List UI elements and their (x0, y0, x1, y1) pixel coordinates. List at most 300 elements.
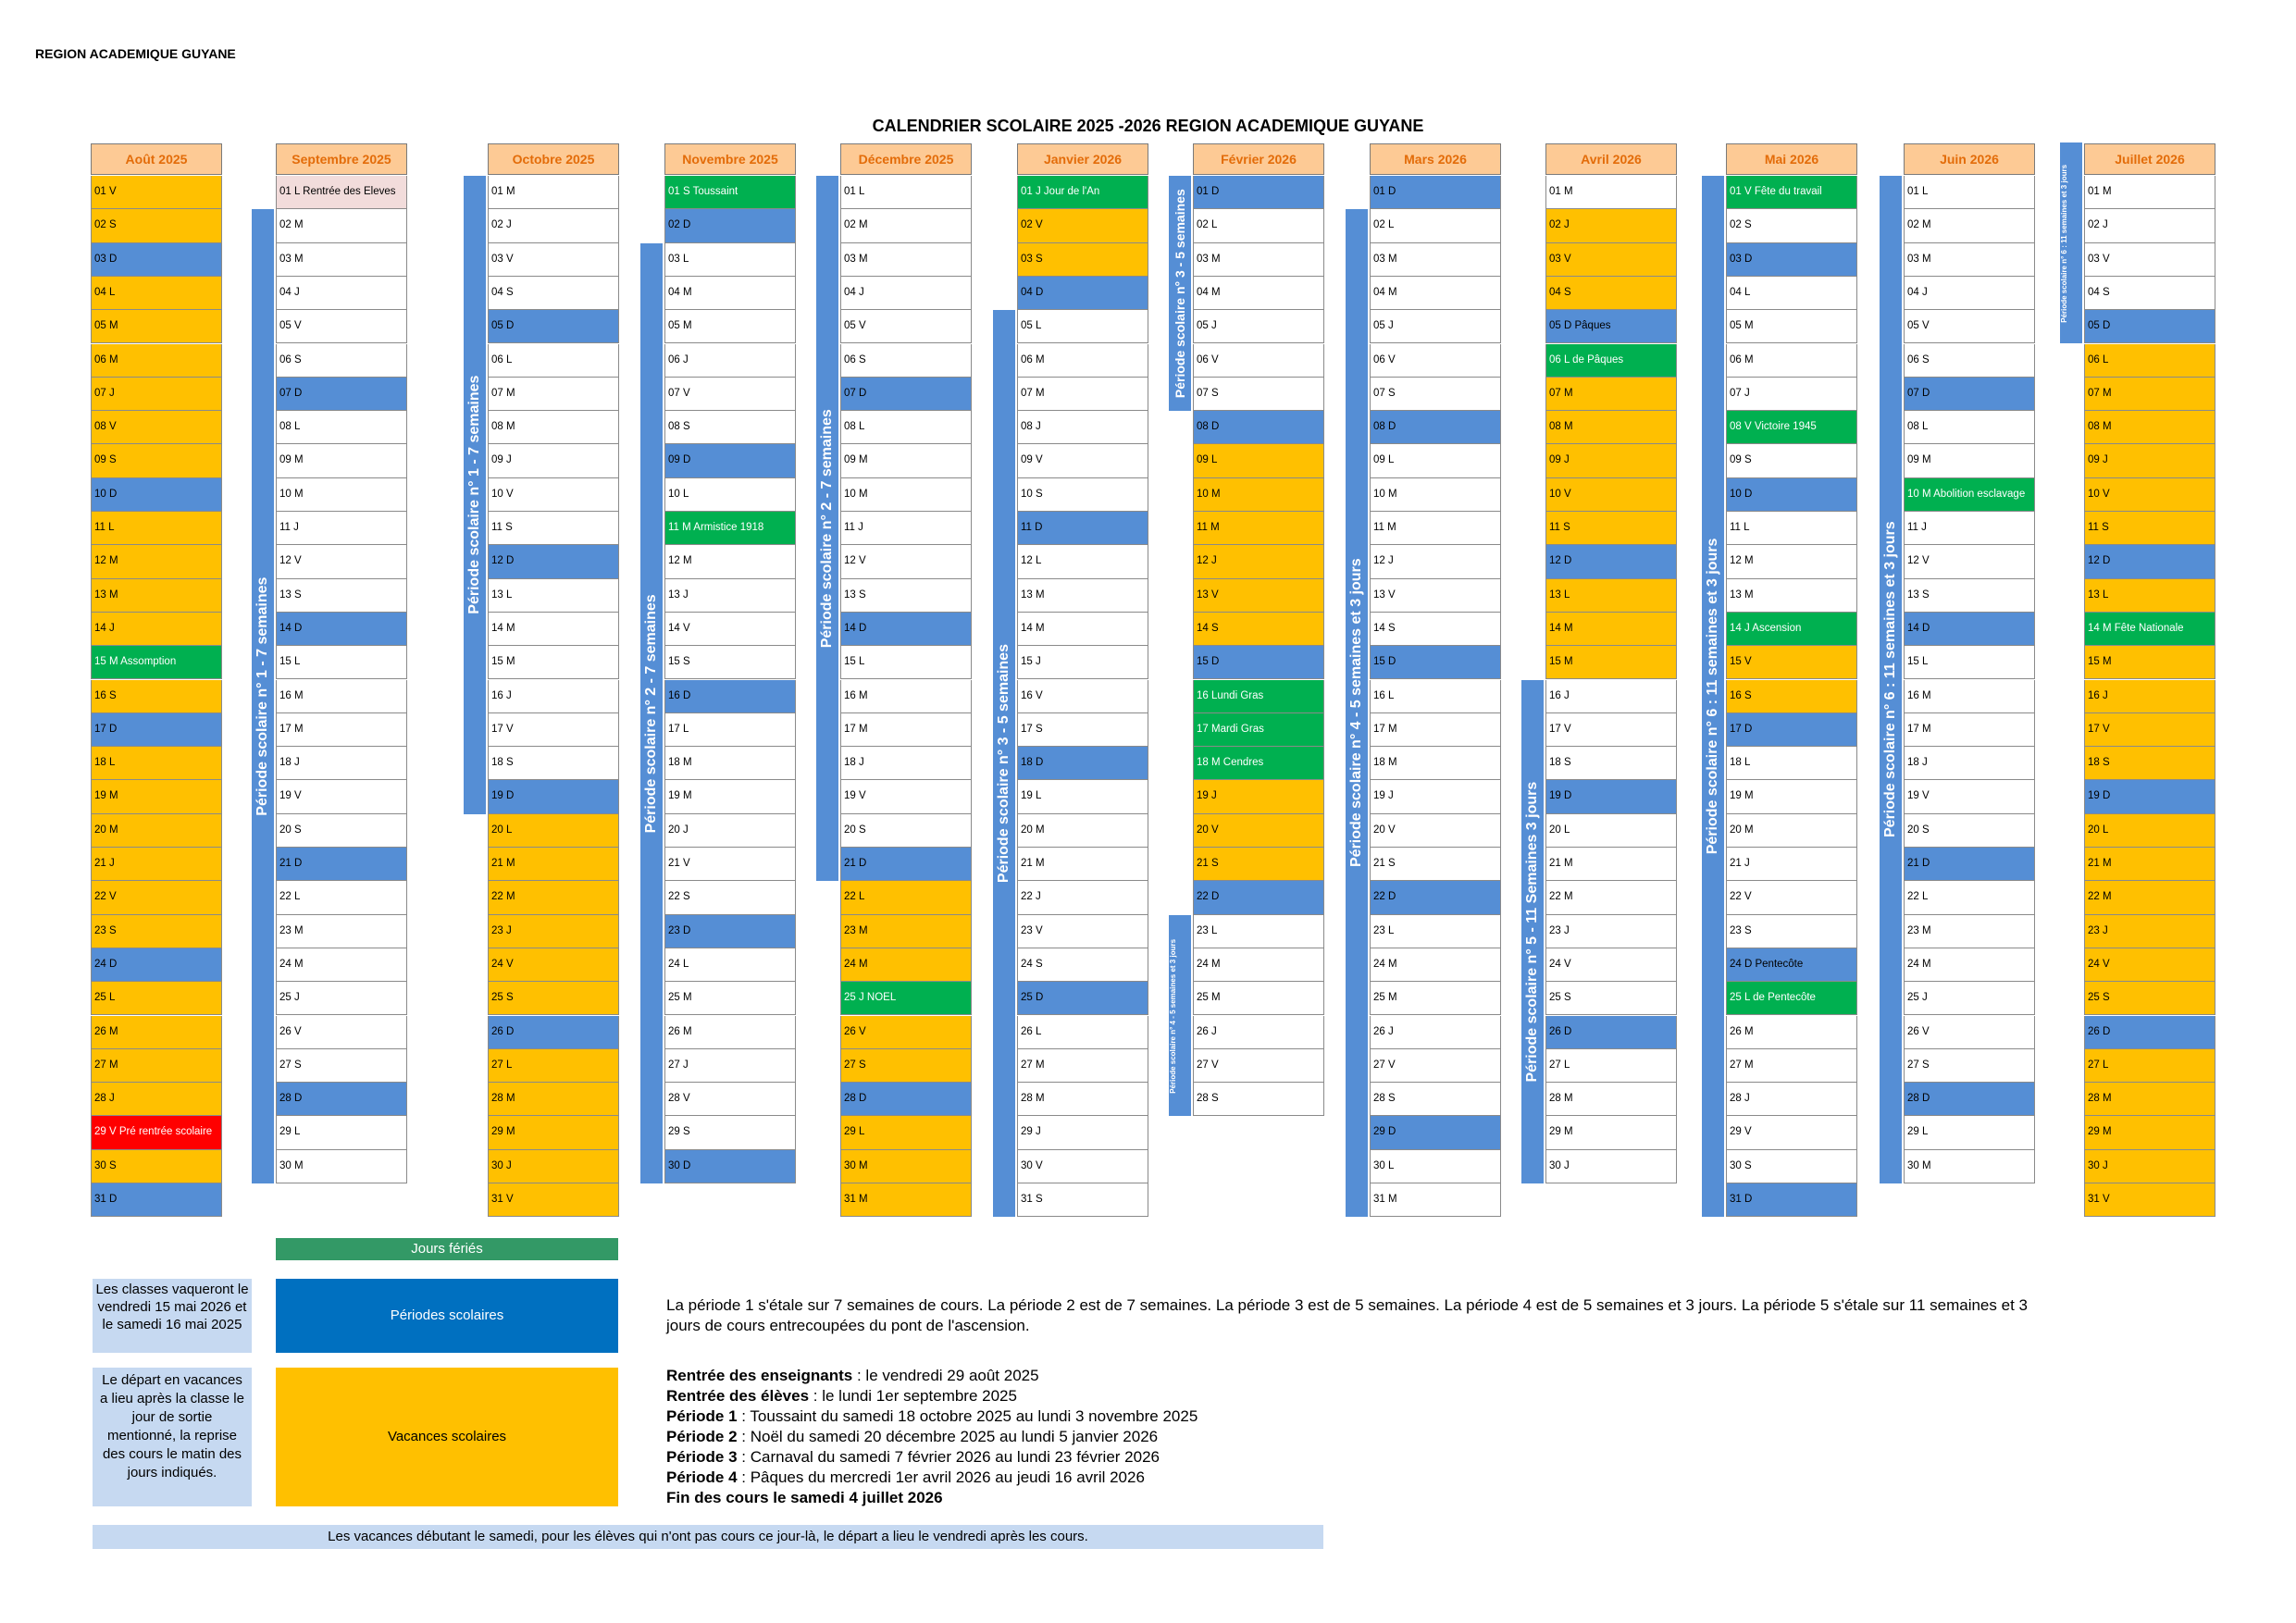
day-cell: 31 D (1726, 1183, 1857, 1217)
day-cell: 20 J (664, 814, 796, 848)
day-cell: 06 L de Pâques (1545, 344, 1677, 378)
day-cell: 21 S (1370, 848, 1501, 881)
day-cell: 14 M (1017, 613, 1148, 646)
day-cell: 26 D (1545, 1016, 1677, 1049)
period-label: Période scolaire n° 4 - 5 semaines et 3 jours (1169, 938, 1177, 1093)
end-of-classes: Fin des cours le samedi 4 juillet 2026 (666, 1489, 943, 1506)
day-cell: 16 M (840, 680, 972, 713)
day-cell: 13 L (1545, 579, 1677, 613)
day-cell: 29 J (1017, 1116, 1148, 1149)
day-cell: 17 L (664, 713, 796, 747)
day-cell: 19 V (840, 780, 972, 813)
month-header: Juillet 2026 (2084, 143, 2215, 175)
day-cell: 14 V (664, 613, 796, 646)
day-cell: 02 J (488, 209, 619, 242)
month-header: Mars 2026 (1370, 143, 1501, 175)
month-header: Mai 2026 (1726, 143, 1857, 175)
day-cell: 30 M (276, 1150, 407, 1183)
day-cell: 26 D (488, 1016, 619, 1049)
day-cell: 27 L (2084, 1049, 2215, 1083)
day-cell: 06 S (840, 344, 972, 378)
day-cell: 06 V (1193, 344, 1324, 378)
legend-vacances: Vacances scolaires (276, 1368, 618, 1506)
day-cell: 09 S (1726, 444, 1857, 477)
date-line: Période 4 : Pâques du mercredi 1er avril 2026 au jeudi 16 avril 2026 (666, 1468, 1145, 1486)
day-cell: 13 S (276, 579, 407, 613)
day-cell: 26 V (1904, 1016, 2035, 1049)
day-cell: 08 D (1193, 411, 1324, 444)
day-cell: 18 M Cendres (1193, 747, 1324, 780)
day-cell: 23 S (1726, 915, 1857, 948)
day-cell: 01 D (1370, 176, 1501, 209)
note-samedi: Les vacances débutant le samedi, pour les élèves qui n'ont pas cours ce jour-là, le départ a lieu le vendredi après les cours. (93, 1525, 1323, 1549)
day-cell: 24 D Pentecôte (1726, 948, 1857, 982)
day-cell: 04 S (2084, 277, 2215, 310)
day-cell: 07 M (1545, 378, 1677, 411)
day-cell: 19 D (488, 780, 619, 813)
day-cell: 13 M (1017, 579, 1148, 613)
day-cell: 16 J (488, 680, 619, 713)
day-cell: 17 D (91, 713, 222, 747)
day-cell: 15 S (664, 646, 796, 679)
day-cell: 31 M (1370, 1183, 1501, 1217)
day-cell: 22 J (1017, 881, 1148, 914)
day-cell: 09 M (840, 444, 972, 477)
day-cell: 09 L (1193, 444, 1324, 477)
day-cell: 18 J (1904, 747, 2035, 780)
month-header: Novembre 2025 (664, 143, 796, 175)
day-cell: 10 S (1017, 478, 1148, 512)
day-cell: 17 M (1370, 713, 1501, 747)
day-cell: 11 M (1370, 512, 1501, 545)
day-cell: 01 L Rentrée des Eleves (276, 176, 407, 209)
day-cell: 09 J (2084, 444, 2215, 477)
day-cell: 11 S (488, 512, 619, 545)
period-bar (1880, 176, 1902, 1183)
day-cell: 13 M (1726, 579, 1857, 613)
day-cell: 08 L (1904, 411, 2035, 444)
day-cell: 14 M Fête Nationale (2084, 613, 2215, 646)
page-title: CALENDRIER SCOLAIRE 2025 -2026 REGION ACADEMIQUE GUYANE (872, 117, 1424, 135)
day-cell: 09 L (1370, 444, 1501, 477)
day-cell: 12 J (1370, 545, 1501, 578)
day-cell: 26 J (1193, 1016, 1324, 1049)
day-cell: 04 M (1370, 277, 1501, 310)
day-cell: 14 S (1370, 613, 1501, 646)
day-cell: 18 J (840, 747, 972, 780)
legend-periodes: Périodes scolaires (276, 1279, 618, 1353)
day-cell: 25 M (1370, 982, 1501, 1015)
day-cell: 18 S (1545, 747, 1677, 780)
legend-feries: Jours fériés (276, 1238, 618, 1260)
day-cell: 27 S (840, 1049, 972, 1083)
day-cell: 12 M (664, 545, 796, 578)
day-cell: 19 J (1370, 780, 1501, 813)
day-cell: 04 J (840, 277, 972, 310)
day-cell: 05 J (1193, 310, 1324, 343)
day-cell: 06 S (276, 344, 407, 378)
day-cell: 20 L (2084, 814, 2215, 848)
day-cell: 09 J (1545, 444, 1677, 477)
day-cell: 28 M (2084, 1083, 2215, 1116)
day-cell: 29 L (840, 1116, 972, 1149)
day-cell: 31 V (2084, 1183, 2215, 1217)
day-cell: 22 M (1545, 881, 1677, 914)
day-cell: 20 L (1545, 814, 1677, 848)
day-cell: 08 M (2084, 411, 2215, 444)
day-cell: 27 M (1726, 1049, 1857, 1083)
day-cell: 22 S (664, 881, 796, 914)
day-cell: 06 J (664, 344, 796, 378)
day-cell: 15 D (1193, 646, 1324, 679)
day-cell: 02 L (1193, 209, 1324, 242)
period-label: Période scolaire n° 4 - 5 semaines et 3 jours (1348, 558, 1364, 868)
period-bar (464, 176, 486, 814)
day-cell: 03 M (1904, 243, 2035, 277)
day-cell: 02 S (91, 209, 222, 242)
day-cell: 19 V (1904, 780, 2035, 813)
day-cell: 11 L (1726, 512, 1857, 545)
day-cell: 22 L (276, 881, 407, 914)
date-line: Période 1 : Toussaint du samedi 18 octobre 2025 au lundi 3 novembre 2025 (666, 1407, 1198, 1425)
day-cell: 10 M (1370, 478, 1501, 512)
day-cell: 02 L (1370, 209, 1501, 242)
day-cell: 23 M (1904, 915, 2035, 948)
day-cell: 24 D (91, 948, 222, 982)
day-cell: 11 M Armistice 1918 (664, 512, 796, 545)
day-cell: 11 J (276, 512, 407, 545)
month-header: Décembre 2025 (840, 143, 972, 175)
day-cell: 22 V (1726, 881, 1857, 914)
day-cell: 28 M (488, 1083, 619, 1116)
day-cell: 02 V (1017, 209, 1148, 242)
day-cell: 10 D (91, 478, 222, 512)
month-header: Avril 2026 (1545, 143, 1677, 175)
day-cell: 27 S (1904, 1049, 2035, 1083)
period-label: Période scolaire n° 1 - 7 semaines (254, 576, 270, 816)
day-cell: 02 M (840, 209, 972, 242)
period-label: Période scolaire n° 6 : 11 semaines et 3 jours (1705, 538, 1720, 855)
day-cell: 28 V (664, 1083, 796, 1116)
day-cell: 25 J NOEL (840, 982, 972, 1015)
day-cell: 28 S (1370, 1083, 1501, 1116)
day-cell: 30 M (1904, 1150, 2035, 1183)
day-cell: 22 M (2084, 881, 2215, 914)
day-cell: 03 V (2084, 243, 2215, 277)
day-cell: 16 J (2084, 680, 2215, 713)
month-header: Octobre 2025 (488, 143, 619, 175)
day-cell: 17 V (2084, 713, 2215, 747)
day-cell: 09 M (1904, 444, 2035, 477)
day-cell: 18 J (276, 747, 407, 780)
day-cell: 03 M (1370, 243, 1501, 277)
day-cell: 23 M (276, 915, 407, 948)
day-cell: 07 D (276, 378, 407, 411)
day-cell: 23 L (1370, 915, 1501, 948)
period-label: Période scolaire n° 3 - 5 semaines (996, 644, 1011, 884)
period-label: Période scolaire n° 1 - 7 semaines (466, 375, 482, 614)
day-cell: 20 V (1370, 814, 1501, 848)
day-cell: 25 S (1545, 982, 1677, 1015)
day-cell: 05 V (1904, 310, 2035, 343)
day-cell: 27 V (1193, 1049, 1324, 1083)
day-cell: 25 S (2084, 982, 2215, 1015)
day-cell: 21 M (488, 848, 619, 881)
day-cell: 11 L (91, 512, 222, 545)
day-cell: 13 J (664, 579, 796, 613)
day-cell: 05 L (1017, 310, 1148, 343)
region-label: REGION ACADEMIQUE GUYANE (35, 46, 236, 61)
date-line: Rentrée des enseignants : le vendredi 29 août 2025 (666, 1367, 1039, 1384)
day-cell: 28 M (1017, 1083, 1148, 1116)
day-cell: 08 L (276, 411, 407, 444)
day-cell: 01 M (1545, 176, 1677, 209)
day-cell: 30 M (840, 1150, 972, 1183)
day-cell: 12 V (1904, 545, 2035, 578)
day-cell: 11 S (1545, 512, 1677, 545)
day-cell: 18 L (91, 747, 222, 780)
day-cell: 25 S (488, 982, 619, 1015)
day-cell: 15 V (1726, 646, 1857, 679)
day-cell: 23 J (2084, 915, 2215, 948)
day-cell: 02 M (276, 209, 407, 242)
day-cell: 04 J (276, 277, 407, 310)
month-header: Février 2026 (1193, 143, 1324, 175)
day-cell: 30 J (1545, 1150, 1677, 1183)
day-cell: 20 V (1193, 814, 1324, 848)
day-cell: 12 V (276, 545, 407, 578)
day-cell: 15 D (1370, 646, 1501, 679)
day-cell: 07 D (1904, 378, 2035, 411)
day-cell: 01 D (1193, 176, 1324, 209)
day-cell: 12 D (2084, 545, 2215, 578)
day-cell: 05 J (1370, 310, 1501, 343)
day-cell: 09 S (91, 444, 222, 477)
day-cell: 11 J (1904, 512, 2035, 545)
day-cell: 21 J (91, 848, 222, 881)
day-cell: 09 V (1017, 444, 1148, 477)
day-cell: 03 M (1193, 243, 1324, 277)
day-cell: 14 M (488, 613, 619, 646)
day-cell: 24 M (840, 948, 972, 982)
day-cell: 08 V Victoire 1945 (1726, 411, 1857, 444)
month-header: Juin 2026 (1904, 143, 2035, 175)
day-cell: 23 L (1193, 915, 1324, 948)
day-cell: 24 V (1545, 948, 1677, 982)
day-cell: 27 S (276, 1049, 407, 1083)
day-cell: 21 J (1726, 848, 1857, 881)
day-cell: 16 V (1017, 680, 1148, 713)
period-bar (993, 310, 1015, 1217)
day-cell: 18 L (1726, 747, 1857, 780)
day-cell: 10 V (1545, 478, 1677, 512)
day-cell: 14 D (840, 613, 972, 646)
day-cell: 29 V Pré rentrée scolaire (91, 1116, 222, 1149)
day-cell: 19 M (664, 780, 796, 813)
day-cell: 12 M (91, 545, 222, 578)
day-cell: 02 M (1904, 209, 2035, 242)
day-cell: 03 D (1726, 243, 1857, 277)
month-header: Septembre 2025 (276, 143, 407, 175)
period-bar (252, 209, 274, 1183)
day-cell: 16 Lundi Gras (1193, 680, 1324, 713)
day-cell: 24 V (488, 948, 619, 982)
day-cell: 06 M (1726, 344, 1857, 378)
day-cell: 09 D (664, 444, 796, 477)
day-cell: 12 D (1545, 545, 1677, 578)
month-header: Janvier 2026 (1017, 143, 1148, 175)
day-cell: 16 L (1370, 680, 1501, 713)
day-cell: 17 V (1545, 713, 1677, 747)
period-bar (1346, 209, 1368, 1217)
day-cell: 10 L (664, 478, 796, 512)
day-cell: 18 M (1370, 747, 1501, 780)
day-cell: 08 D (1370, 411, 1501, 444)
day-cell: 12 L (1017, 545, 1148, 578)
period-label: Période scolaire n° 3 - 5 semaines (1173, 189, 1187, 398)
day-cell: 15 M Assomption (91, 646, 222, 679)
day-cell: 17 V (488, 713, 619, 747)
day-cell: 04 M (664, 277, 796, 310)
period-bar (1702, 176, 1724, 1217)
day-cell: 22 L (1904, 881, 2035, 914)
day-cell: 19 M (91, 780, 222, 813)
day-cell: 13 L (488, 579, 619, 613)
day-cell: 19 L (1017, 780, 1148, 813)
day-cell: 25 D (1017, 982, 1148, 1015)
day-cell: 23 D (664, 915, 796, 948)
day-cell: 03 V (488, 243, 619, 277)
day-cell: 04 J (1904, 277, 2035, 310)
day-cell: 10 V (2084, 478, 2215, 512)
day-cell: 08 M (488, 411, 619, 444)
day-cell: 10 V (488, 478, 619, 512)
day-cell: 30 J (488, 1150, 619, 1183)
day-cell: 12 M (1726, 545, 1857, 578)
period-label: Période scolaire n° 6 : 11 semaines et 3 jours (2060, 164, 2068, 323)
day-cell: 13 L (2084, 579, 2215, 613)
day-cell: 24 M (276, 948, 407, 982)
day-cell: 14 J (91, 613, 222, 646)
day-cell: 15 L (276, 646, 407, 679)
period-label: Période scolaire n° 6 : 11 semaines et 3 jours (1882, 521, 1898, 838)
day-cell: 03 M (840, 243, 972, 277)
day-cell: 15 M (2084, 646, 2215, 679)
day-cell: 01 V Fête du travail (1726, 176, 1857, 209)
day-cell: 05 D (488, 310, 619, 343)
day-cell: 22 D (1193, 881, 1324, 914)
note-depart-vacances: Le départ en vacances a lieu après la classe le jour de sortie mentionné, la reprise des cours le matin des jours indiqués. (93, 1368, 252, 1506)
day-cell: 05 V (840, 310, 972, 343)
day-cell: 20 L (488, 814, 619, 848)
day-cell: 13 M (91, 579, 222, 613)
day-cell: 30 J (2084, 1150, 2215, 1183)
day-cell: 19 V (276, 780, 407, 813)
day-cell: 04 D (1017, 277, 1148, 310)
day-cell: 25 L (91, 982, 222, 1015)
day-cell: 31 M (840, 1183, 972, 1217)
day-cell: 26 M (91, 1016, 222, 1049)
day-cell: 01 L (1904, 176, 2035, 209)
day-cell: 17 M (1904, 713, 2035, 747)
day-cell: 28 S (1193, 1083, 1324, 1116)
period-label: Période scolaire n° 2 - 7 semaines (643, 593, 659, 833)
day-cell: 08 S (664, 411, 796, 444)
day-cell: 19 D (2084, 780, 2215, 813)
day-cell: 31 D (91, 1183, 222, 1217)
day-cell: 21 M (1545, 848, 1677, 881)
day-cell: 05 M (664, 310, 796, 343)
day-cell: 07 S (1370, 378, 1501, 411)
day-cell: 10 M (276, 478, 407, 512)
day-cell: 03 L (664, 243, 796, 277)
day-cell: 07 D (840, 378, 972, 411)
day-cell: 05 V (276, 310, 407, 343)
day-cell: 06 S (1904, 344, 2035, 378)
day-cell: 29 M (1545, 1116, 1677, 1149)
day-cell: 03 V (1545, 243, 1677, 277)
day-cell: 21 V (664, 848, 796, 881)
day-cell: 27 M (91, 1049, 222, 1083)
day-cell: 26 L (1017, 1016, 1148, 1049)
day-cell: 07 S (1193, 378, 1324, 411)
day-cell: 17 S (1017, 713, 1148, 747)
day-cell: 11 J (840, 512, 972, 545)
day-cell: 21 D (840, 848, 972, 881)
day-cell: 16 D (664, 680, 796, 713)
day-cell: 23 V (1017, 915, 1148, 948)
day-cell: 03 D (91, 243, 222, 277)
day-cell: 23 J (488, 915, 619, 948)
day-cell: 25 J (276, 982, 407, 1015)
day-cell: 21 S (1193, 848, 1324, 881)
day-cell: 04 L (1726, 277, 1857, 310)
day-cell: 28 D (1904, 1083, 2035, 1116)
day-cell: 06 L (2084, 344, 2215, 378)
day-cell: 04 L (91, 277, 222, 310)
day-cell: 25 J (1904, 982, 2035, 1015)
day-cell: 01 V (91, 176, 222, 209)
day-cell: 26 D (2084, 1016, 2215, 1049)
month-header: Août 2025 (91, 143, 222, 175)
day-cell: 13 V (1193, 579, 1324, 613)
day-cell: 28 M (1545, 1083, 1677, 1116)
day-cell: 16 J (1545, 680, 1677, 713)
day-cell: 01 J Jour de l'An (1017, 176, 1148, 209)
day-cell: 26 J (1370, 1016, 1501, 1049)
day-cell: 14 M (1545, 613, 1677, 646)
day-cell: 24 M (1193, 948, 1324, 982)
day-cell: 22 M (488, 881, 619, 914)
day-cell: 05 D Pâques (1545, 310, 1677, 343)
day-cell: 05 M (91, 310, 222, 343)
day-cell: 29 S (664, 1116, 796, 1149)
day-cell: 02 J (1545, 209, 1677, 242)
day-cell: 21 M (1017, 848, 1148, 881)
day-cell: 21 D (1904, 848, 2035, 881)
day-cell: 24 M (1370, 948, 1501, 982)
period-bar (640, 243, 663, 1183)
day-cell: 29 D (1370, 1116, 1501, 1149)
period-bar (1521, 680, 1544, 1184)
day-cell: 27 J (664, 1049, 796, 1083)
period-bar (1169, 176, 1191, 411)
day-cell: 15 M (488, 646, 619, 679)
day-cell: 06 L (488, 344, 619, 378)
day-cell: 02 D (664, 209, 796, 242)
day-cell: 04 S (1545, 277, 1677, 310)
day-cell: 07 J (1726, 378, 1857, 411)
